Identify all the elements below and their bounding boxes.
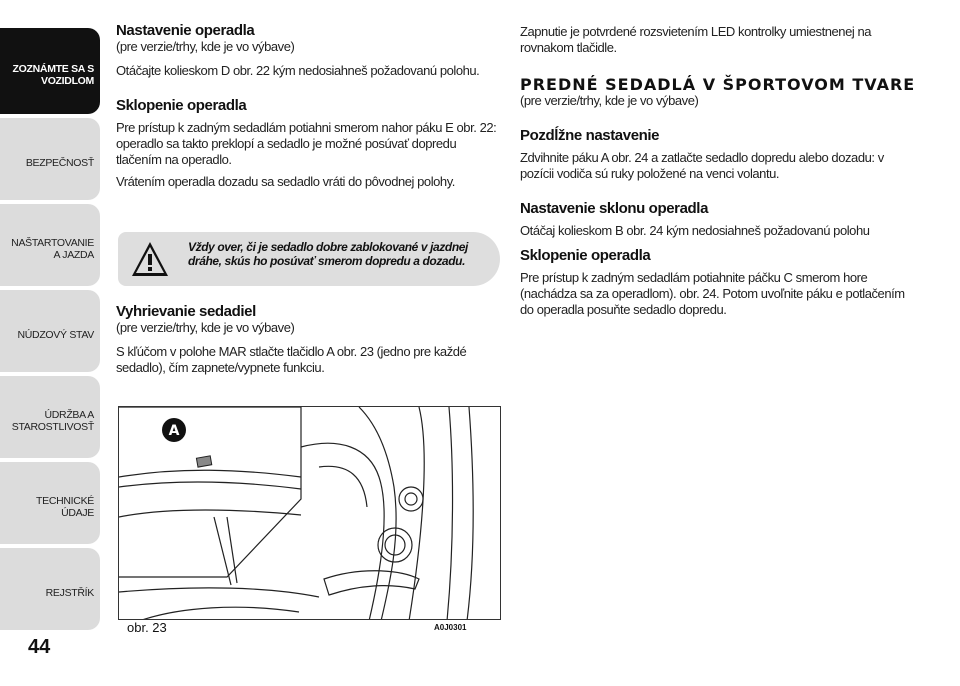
section-subtitle: (pre verzie/trhy, kde je vo výbave)	[520, 93, 699, 108]
seat-illustration	[119, 407, 501, 620]
paragraph: Zdvihnite páku A obr. 24 a zatlačte sedadlo dopredu alebo dozadu: v pozícii vodiča sú ruky položené na venci volantu.	[520, 150, 884, 181]
section-title: Nastavenie sklonu operadla	[520, 200, 709, 217]
tab-label: NÚDZOVÝ STAV	[17, 329, 94, 341]
paragraph: Pre prístup k zadným sedadlám potiahni smerom nahor páku E obr. 22: operadlo sa takto preklopí a sedadlo je možné posúvať dopredu tlačením na operadlo.	[116, 120, 497, 167]
left-column-lower	[116, 303, 501, 376]
section-heading: PREDNÉ SEDADLÁ V ŠPORTOVOM TVARE	[520, 75, 916, 94]
tab-nastartovanie[interactable]	[0, 204, 100, 286]
right-column	[520, 24, 920, 318]
tab-udrzba[interactable]	[0, 376, 100, 458]
seat-heating-figure	[118, 406, 501, 620]
warning-box	[118, 232, 500, 286]
paragraph: Vrátením operadla dozadu sa sedadlo vráti do pôvodnej polohy.	[116, 174, 455, 189]
warning-triangle-icon	[130, 240, 170, 278]
section-title: Nastavenie operadla	[116, 22, 255, 39]
section-title: Sklopenie operadla	[116, 97, 247, 114]
warning-text: Vždy over, či je sedadlo dobre zablokované v jazdnej dráhe, skús ho posúvať smerom dopredu a dozadu.	[188, 240, 468, 268]
section-title: Pozdĺžne nastavenie	[520, 127, 660, 144]
tab-bezpecnost[interactable]	[0, 118, 100, 200]
figure-callout-label: A	[168, 423, 180, 439]
section-title: Sklopenie operadla	[520, 247, 651, 264]
left-column	[116, 22, 501, 190]
section-subtitle: (pre verzie/trhy, kde je vo výbave)	[116, 320, 295, 335]
paragraph: S kľúčom v polohe MAR stlačte tlačidlo A obr. 23 (jedno pre každé sedadlo), čím zapnete/vypnete funkciu.	[116, 344, 467, 375]
tab-nudzovy-stav[interactable]	[0, 290, 100, 372]
tab-zoznamte-sa[interactable]	[0, 28, 100, 114]
tab-rejstrik[interactable]	[0, 548, 100, 630]
tab-label: TECHNICKÉ ÚDAJE	[36, 495, 94, 519]
figure-caption: obr. 23	[127, 620, 167, 635]
section-title: Vyhrievanie sedadiel	[116, 303, 256, 320]
paragraph: Otáčajte kolieskom D obr. 22 kým nedosiahneš požadovanú polohu.	[116, 63, 480, 78]
tab-technicke-udaje[interactable]	[0, 462, 100, 544]
tab-label: REJSTŘÍK	[45, 587, 94, 599]
page-number: 44	[28, 636, 51, 658]
paragraph: Zapnutie je potvrdené rozsvietením LED kontrolky umiestnenej na rovnakom tlačidle.	[520, 24, 872, 55]
section-subtitle: (pre verzie/trhy, kde je vo výbave)	[116, 39, 295, 54]
tab-label: NAŠTARTOVANIE A JAZDA	[11, 237, 94, 261]
paragraph: Otáčaj kolieskom B obr. 24 kým nedosiahneš požadovanú polohu	[520, 223, 870, 238]
tab-label: ZOZNÁMTE SA S VOZIDLOM	[12, 63, 94, 87]
figure-code: A0J0301	[434, 623, 467, 632]
paragraph: Pre prístup k zadným sedadlám potiahnite páčku C smerom hore (nachádza sa za operadlom). obr. 24. Potom uvoľnite páku e potlačením do operadla posuňte sedadlo dopredu.	[520, 270, 905, 317]
tab-label: ÚDRŽBA A STAROSTLIVOSŤ	[11, 409, 94, 433]
tab-label: BEZPEČNOSŤ	[25, 157, 94, 169]
